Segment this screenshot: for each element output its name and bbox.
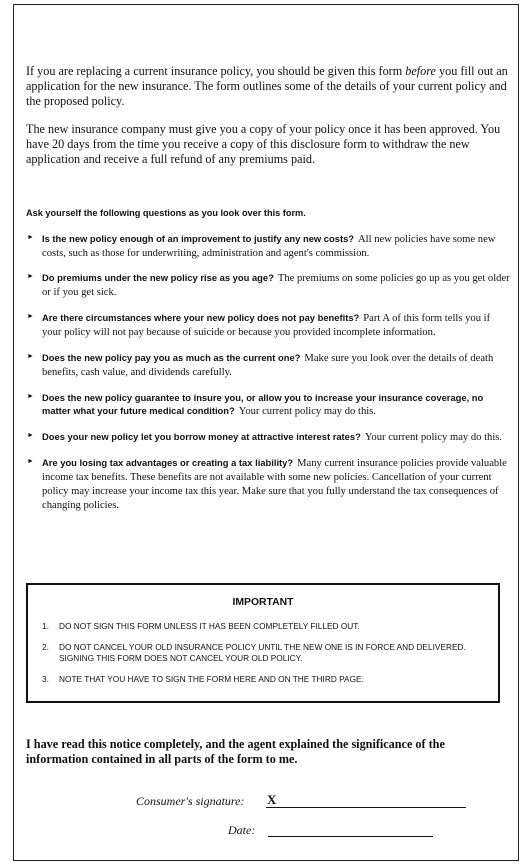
triangle-bullet-icon: ► (27, 272, 34, 280)
important-title: IMPORTANT (232, 597, 294, 608)
triangle-bullet-icon: ► (27, 457, 34, 465)
date-label: Date: (228, 823, 256, 837)
date-field[interactable] (268, 823, 433, 837)
question-text: Are there circumstances where your new policy does not pay benefits? (42, 312, 360, 323)
important-notice-box (26, 583, 500, 703)
questions-heading: Ask yourself the following questions as you look over this form. (26, 208, 306, 218)
consumer-signature-label: Consumer's signature: (136, 794, 245, 808)
important-item-number: 2. (42, 641, 49, 652)
important-item-text: DO NOT SIGN THIS FORM UNLESS IT HAS BEEN COMPLETELY FILLED OUT. (59, 621, 360, 631)
question-text: Does the new policy pay you as much as the current one? (42, 352, 301, 363)
intro-p1-emphasis: before (405, 64, 436, 78)
question-item (26, 430, 510, 444)
question-answer: Part A of this form tells you if your policy will not pay because of suicide or because you provided incomplete information. (42, 313, 491, 338)
triangle-bullet-icon: ► (27, 233, 34, 241)
important-item-number: 3. (42, 673, 49, 684)
questions-list (26, 232, 510, 512)
question-item (26, 311, 510, 339)
consumer-signature-field[interactable] (266, 794, 466, 808)
question-item (26, 271, 510, 299)
intro-paragraph-1 (26, 64, 510, 109)
important-item (42, 674, 482, 686)
question-answer: Make sure you look over the details of death benefits, cash value, and dividends carefully. (42, 353, 494, 378)
important-list (42, 621, 482, 685)
important-item-text: NOTE THAT YOU HAVE TO SIGN THE FORM HERE AND ON THE THIRD PAGE. (59, 673, 364, 684)
question-text: Does your new policy let you borrow money at attractive interest rates? (42, 431, 361, 442)
question-text: Does the new policy guarantee to insure you, or allow you to increase your insurance coverage, no matter what your future medical condition? (42, 392, 484, 416)
intro-paragraph-2: The new insurance company must give you a copy of your policy once it has been approved. You have 20 days from the time you receive a copy of this disclosure form to withdraw the new application and receive a full refund of any premiums paid. (26, 122, 501, 166)
important-item (42, 642, 482, 665)
question-item (26, 391, 510, 418)
intro-p1-text-b: you fill out an application for the new insurance. The form outlines some of the details of your current policy and the proposed policy. (26, 64, 508, 108)
important-item-text: DO NOT CANCEL YOUR OLD INSURANCE POLICY UNTIL THE NEW ONE IS IN FORCE AND DELIVERED. SIGNING THIS FORM DOES NOT CANCEL YOUR OLD POLICY. (59, 641, 466, 663)
signature-x-mark: X (267, 792, 277, 807)
important-item (42, 621, 482, 633)
question-text: Is the new policy enough of an improvement to justify any new costs? (42, 233, 355, 244)
question-answer: Your current policy may do this. (238, 406, 376, 417)
question-text: Are you losing tax advantages or creating a tax liability? (42, 457, 294, 468)
triangle-bullet-icon: ► (27, 312, 34, 320)
question-item (26, 351, 510, 379)
triangle-bullet-icon: ► (27, 431, 34, 439)
question-item (26, 456, 510, 512)
question-answer: All new policies have some new costs, such as those for underwriting, administration and agent's commission. (42, 234, 496, 259)
question-answer: The premiums on some policies go up as you get older or if you get sick. (42, 273, 510, 298)
question-answer: Many current insurance policies provide valuable income tax benefits. These benefits are not available with some new policies. Cancellation of your current policy may increase your income tax this year. Make sure that you fully understand the tax consequences of changing policies. (42, 458, 507, 511)
question-item (26, 232, 510, 260)
intro-p1-text-a: If you are replacing a current insurance policy, you should be given this form (26, 64, 406, 78)
acknowledgement-statement: I have read this notice completely, and the agent explained the significance of the information contained in all parts of the form to me. (26, 737, 445, 766)
question-answer: Your current policy may do this. (364, 432, 503, 443)
question-text: Do premiums under the new policy rise as you age? (42, 272, 274, 283)
triangle-bullet-icon: ► (27, 392, 34, 400)
triangle-bullet-icon: ► (27, 352, 34, 360)
important-item-number: 1. (42, 621, 49, 631)
